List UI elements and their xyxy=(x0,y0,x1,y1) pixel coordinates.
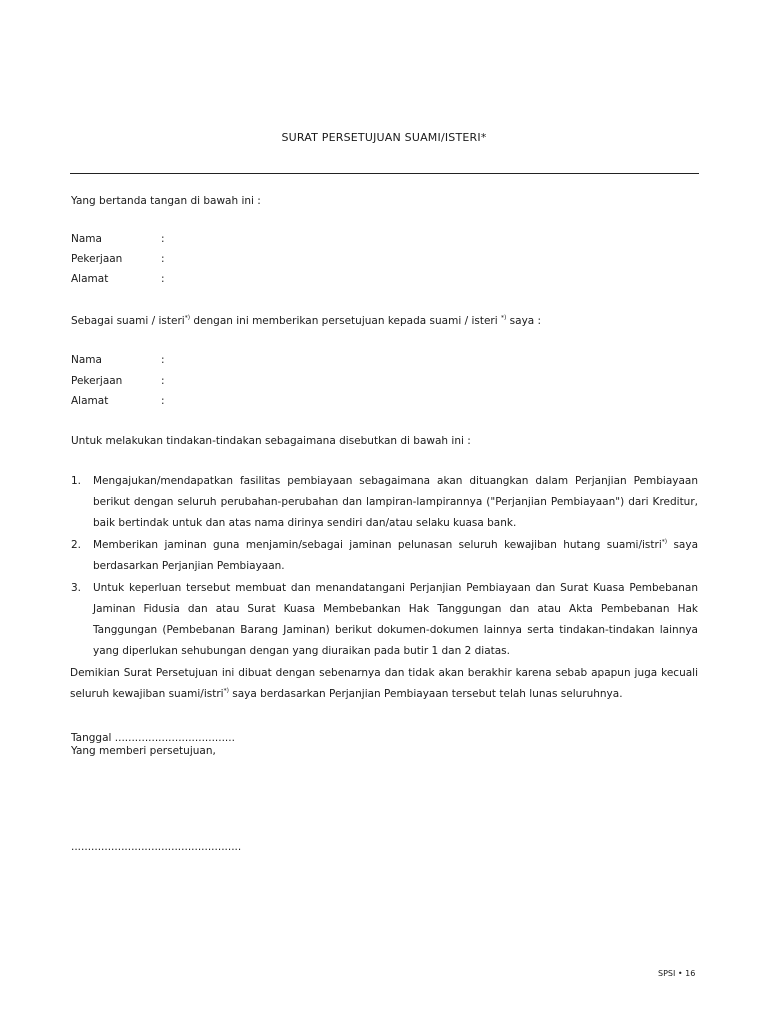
consent-statement xyxy=(71,314,541,328)
first-party-address-label: Alamat xyxy=(71,273,109,285)
item-2-number: 2. xyxy=(71,539,82,551)
title-divider xyxy=(70,173,699,174)
first-party-name-label: Nama xyxy=(71,233,102,245)
second-party-occupation-label: Pekerjaan xyxy=(71,375,123,387)
first-party-address-colon: : xyxy=(161,273,165,285)
purpose-text: Untuk melakukan tindakan-tindakan sebagaimana disebutkan di bawah ini : xyxy=(71,435,471,447)
document-title: SURAT PERSETUJUAN SUAMI/ISTERI* xyxy=(281,131,487,144)
consent-text-c: saya : xyxy=(506,315,542,327)
second-party-name-colon: : xyxy=(161,354,165,366)
first-party-occupation-colon: : xyxy=(161,253,165,265)
first-party-occupation-label: Pekerjaan xyxy=(71,253,123,265)
closing-mark: *) xyxy=(223,687,229,695)
item-2-text-b: saya berdasarkan Perjanjian Pembiayaan. xyxy=(93,539,699,572)
item-2-text xyxy=(93,535,698,577)
item-2-mark: *) xyxy=(661,538,668,546)
second-party-name-label: Nama xyxy=(71,354,102,366)
item-1-number: 1. xyxy=(71,475,82,487)
consent-text-b: dengan ini memberikan persetujuan kepada suami / isteri xyxy=(190,315,501,327)
closing-text-b: saya berdasarkan Perjanjian Pembiayaan tersebut telah lunas seluruhnya. xyxy=(228,688,623,700)
item-3-text: Untuk keperluan tersebut membuat dan menandatangani Perjanjian Pembiayaan dan Surat Kuasa Pembebanan Jaminan Fidusia dan atau Surat Kuasa Membebankan Hak Tanggungan dan atau Akta Pembebanan Hak Tanggungan (Pembebanan Barang Jaminan) berikut dokumen-dokumen lainnya serta tindakan-tindakan lainnya yang diperlukan sehubungan dengan yang diuraikan pada butir 1 dan 2 diatas. xyxy=(93,582,698,657)
intro-text: Yang bertanda tangan di bawah ini : xyxy=(71,195,261,207)
item-2-text-a: Memberikan jaminan guna menjamin/sebagai jaminan pelunasan seluruh kewajiban hutang suami/istri xyxy=(93,539,662,551)
first-party-name-colon: : xyxy=(161,233,165,245)
consent-mark-b: *) xyxy=(500,314,507,322)
second-party-address-colon: : xyxy=(161,395,165,407)
second-party-address-label: Alamat xyxy=(71,395,109,407)
consent-giver-label: Yang memberi persetujuan, xyxy=(71,745,216,757)
consent-mark-a: *) xyxy=(184,314,191,322)
item-1-text: Mengajukan/mendapatkan fasilitas pembiayaan sebagaimana akan dituangkan dalam Perjanjian Pembiayaan berikut dengan seluruh perubahan-perubahan dan lampiran-lampirannya ("Perjanjian Pembiayaan") dari Kreditur, baik bertindak untuk dan atas nama dirinya sendiri dan/atau selaku kuasa bank. xyxy=(93,475,698,529)
page-footer: SPSI • 16 xyxy=(658,969,696,978)
date-line: Tanggal .................................... xyxy=(71,732,235,744)
consent-text-a: Sebagai suami / isteri xyxy=(71,315,185,327)
closing-text-a: Demikian Surat Persetujuan ini dibuat dengan sebenarnya dan tidak akan berakhir karena sebab apapun juga kecuali seluruh kewajiban suami/istri xyxy=(70,667,698,700)
signature-line: ................................................... xyxy=(71,841,242,853)
closing-paragraph xyxy=(70,663,698,705)
second-party-occupation-colon: : xyxy=(161,375,165,387)
item-3-number: 3. xyxy=(71,582,82,594)
